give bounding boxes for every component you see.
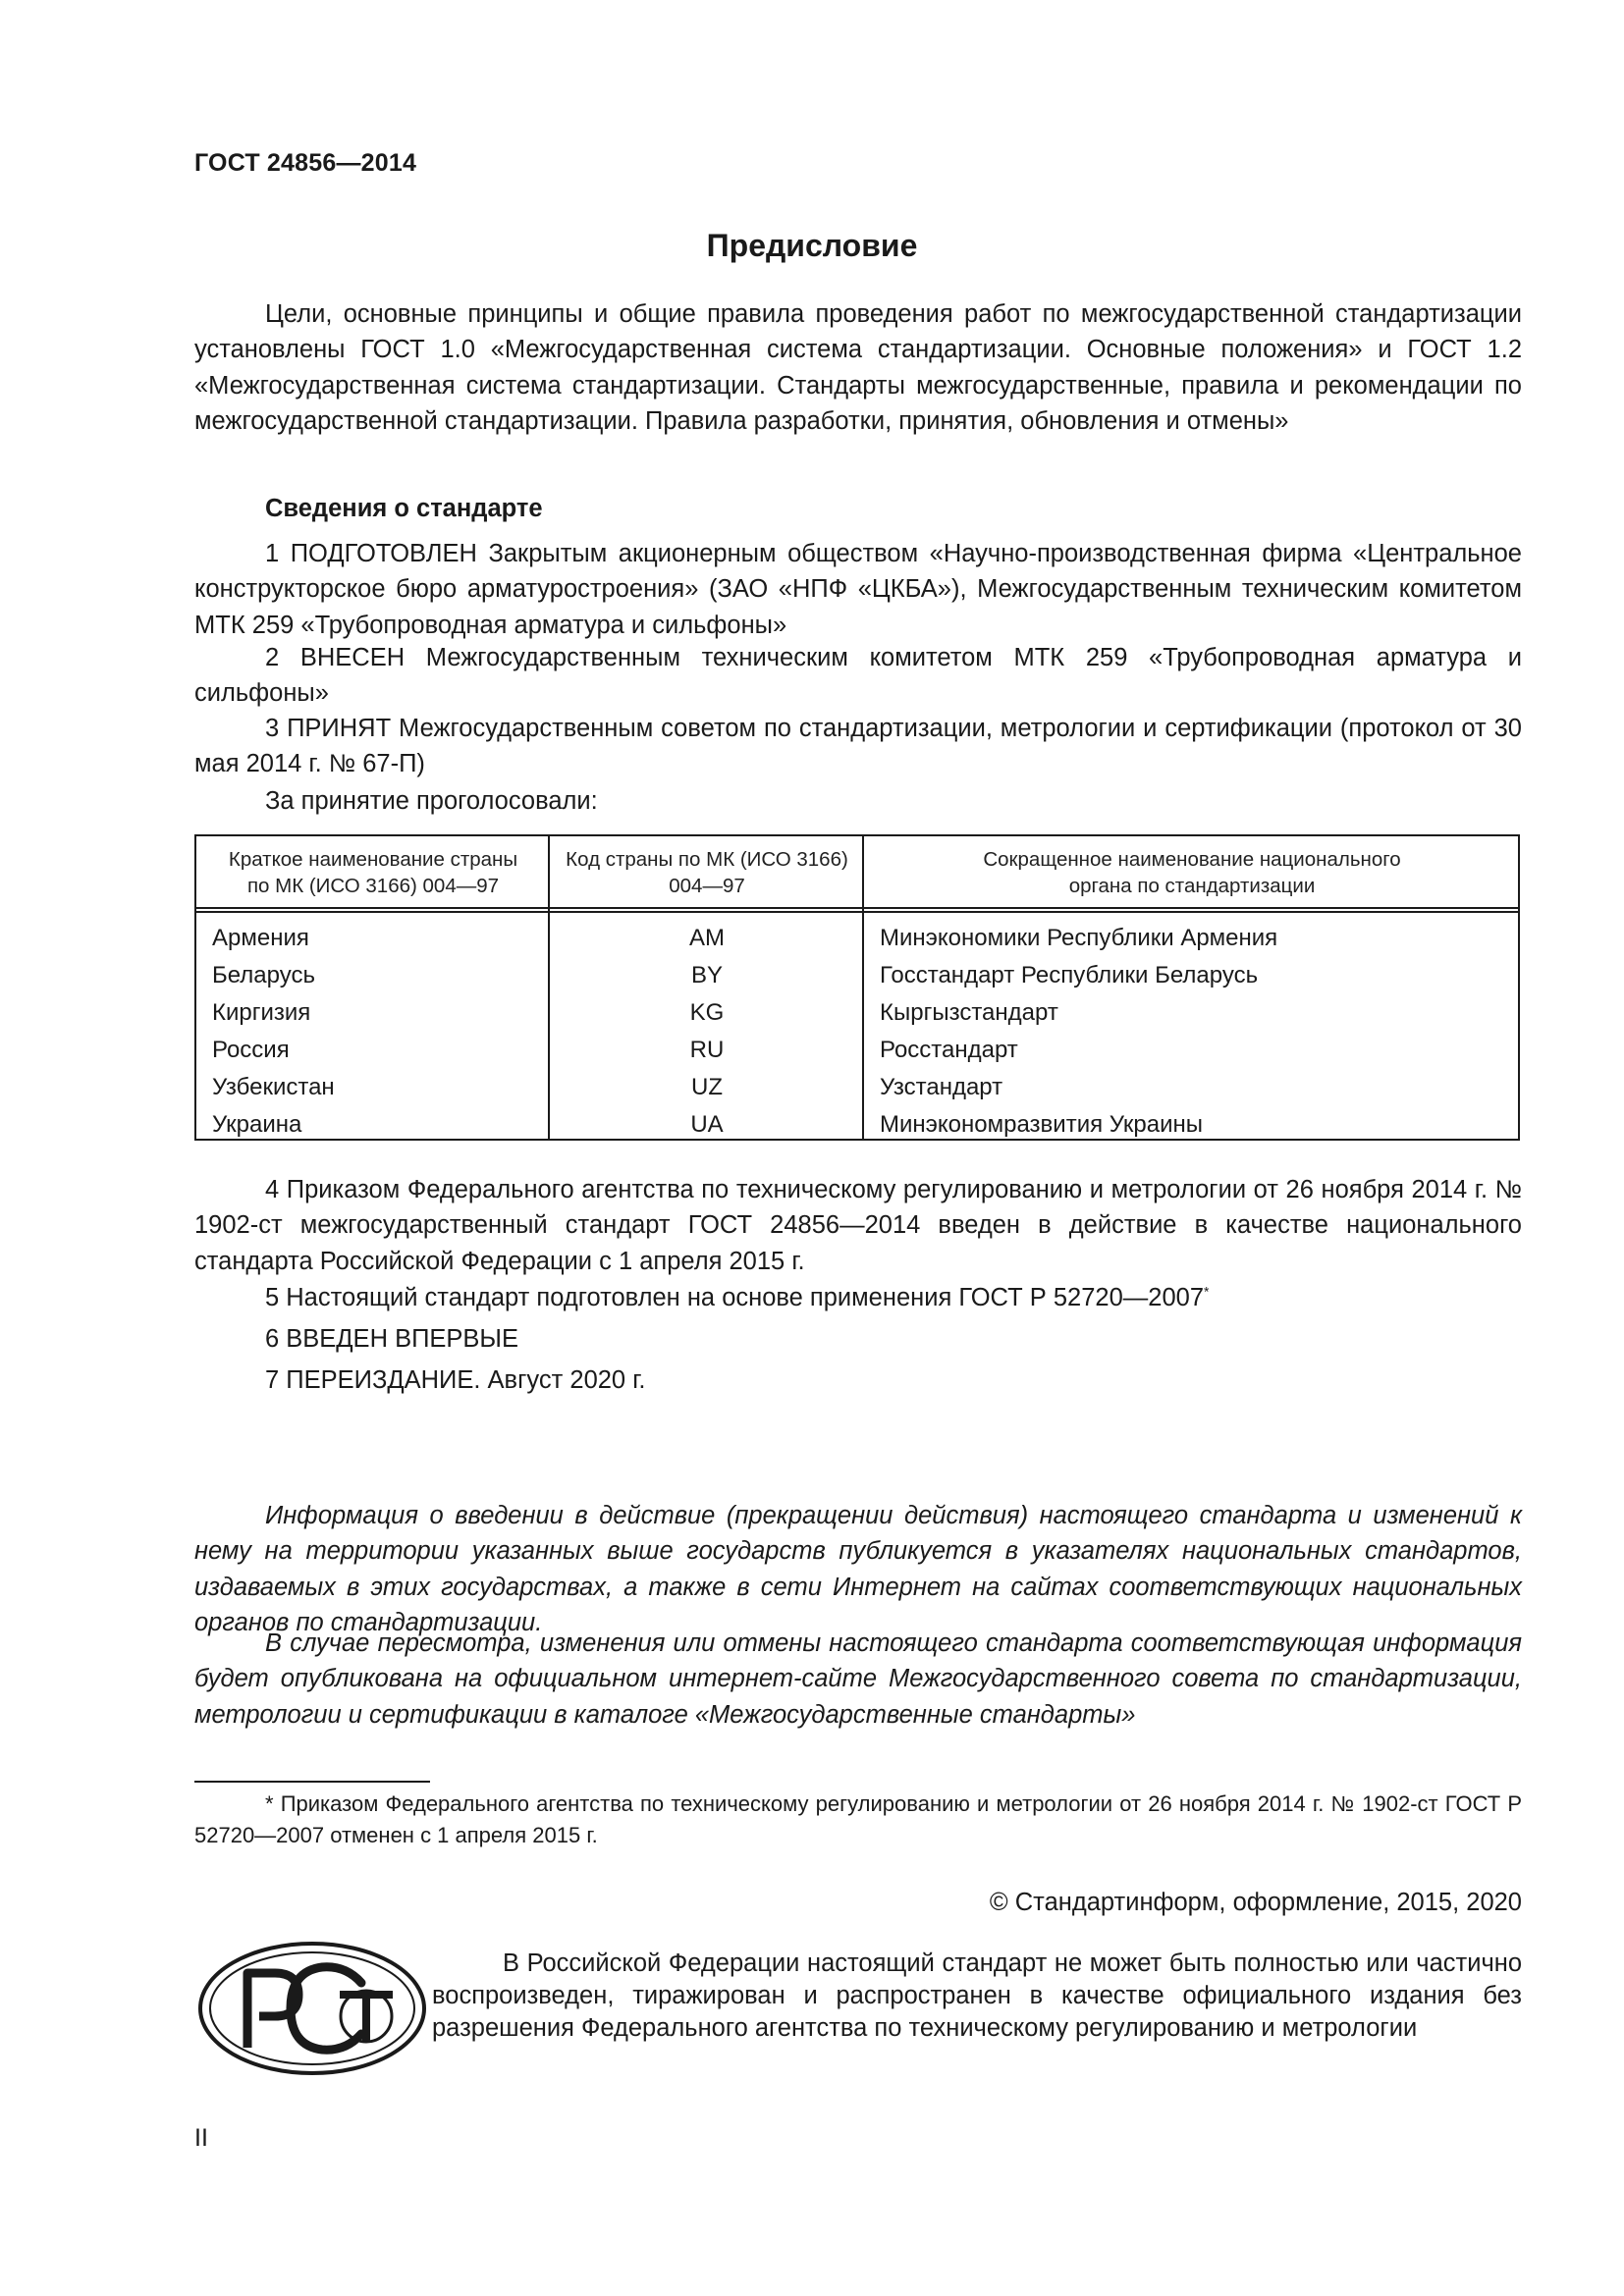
table-row <box>196 957 1518 994</box>
table-row <box>196 1069 1518 1106</box>
intro-paragraph: Цели, основные принципы и общие правила проведения работ по межгосударственной стандартизации установлены ГОСТ 1.0 «Межгосударственная система стандартизации. Основные положения» и ГОСТ 1.2 «Межгосударственная система стандартизации. Стандарты межгосударственные, правила и рекомендации по межгосударственной стандартизации. Правила разработки, принятия, обновления и отмены» <box>194 300 1522 436</box>
footnote-marker: * <box>1204 1283 1210 1300</box>
table-cell-code: UA <box>690 1111 724 1138</box>
voting-countries-table <box>194 834 1520 1141</box>
table-cell-body: Минэкономики Республики Армения <box>880 925 1278 951</box>
standard-info-heading: Сведения о стандарте <box>265 495 543 522</box>
table-header-body: Сокращенное наименование национального органа по стандартизации <box>983 848 1401 897</box>
table-cell-code: BY <box>690 962 723 988</box>
info-paragraph-2: В случае пересмотра, изменения или отмены настоящего стандарта соответствующая информация будет опубликована на официальном интернет-сайте Межгосударственного совета по стандартизации, метрологии и сертификации в каталоге «Межгосударственные стандарты» <box>194 1629 1522 1729</box>
table-cell-code: RU <box>689 1037 725 1063</box>
table-cell-body: Росстандарт <box>880 1037 1018 1063</box>
copyright: © Стандартинформ, оформление, 2015, 2020 <box>989 1889 1522 1916</box>
page-number: II <box>194 2124 208 2152</box>
document-code: ГОСТ 24856—2014 <box>194 149 417 177</box>
table-cell-body: Госстандарт Республики Беларусь <box>880 962 1259 988</box>
standard-info-item-4: 4 Приказом Федерального агентства по техническому регулированию и метрологии от 26 ноября 2014 г. № 1902-ст межгосударственный стандарт ГОСТ 24856—2014 введен в действие в качестве национального стандарта Российской Федерации с 1 апреля 2015 г. <box>194 1176 1522 1275</box>
standard-info-item-6: 6 ВВЕДЕН ВПЕРВЫЕ <box>265 1325 519 1353</box>
table-cell-country: Украина <box>212 1111 302 1138</box>
table-cell-country: Узбекистан <box>212 1074 335 1100</box>
standard-info-item-5: 5 Настоящий стандарт подготовлен на основе применения ГОСТ Р 52720—2007* <box>265 1283 1210 1311</box>
table-header-country: Краткое наименование страны по МК (ИСО 3166) 004—97 <box>228 848 518 897</box>
standard-info-item-7: 7 ПЕРЕИЗДАНИЕ. Август 2020 г. <box>265 1366 646 1394</box>
page-title: Предисловие <box>706 228 918 263</box>
table-cell-body: Узстандарт <box>880 1074 1003 1100</box>
table-header-row <box>196 836 1518 909</box>
table-row <box>196 994 1518 1032</box>
table-cell-code: AM <box>689 925 725 951</box>
standard-info-item-3: 3 ПРИНЯТ Межгосударственным советом по стандартизации, метрологии и сертификации (протокол от 30 мая 2014 г. № 67-П) <box>194 715 1522 778</box>
standard-info-item-2: 2 ВНЕСЕН Межгосударственным техническим комитетом МТК 259 «Трубопроводная арматура и сильфоны» <box>194 644 1522 708</box>
info-paragraph-1: Информация о введении в действие (прекращении действия) настоящего стандарта и изменений к нему на территории указанных выше государств публикуется в указателях национальных стандартов, издаваемых в этих государствах, а также в сети Интернет на сайтах соответствующих национальных органов по стандартизации. <box>194 1502 1522 1637</box>
table-header-code: Код страны по МК (ИСО 3166) 004—97 <box>566 848 848 897</box>
table-cell-country: Беларусь <box>212 962 315 988</box>
table-cell-country: Киргизия <box>212 999 311 1026</box>
footnote: * Приказом Федерального агентства по техническому регулированию и метрологии от 26 ноября 2014 г. № 1902-ст ГОСТ Р 52720—2007 отменен с 1 апреля 2015 г. <box>194 1791 1522 1847</box>
voted-label: За принятие проголосовали: <box>265 787 598 815</box>
table-row <box>196 920 1518 957</box>
table-cell-code: UZ <box>691 1074 723 1100</box>
table-cell-code: KG <box>689 999 725 1026</box>
copyright-notice: В Российской Федерации настоящий стандарт не может быть полностью или частично воспроизведен, тиражирован и распространен в качестве официального издания без разрешения Федерального агентства по техническому регулированию и метрологии <box>432 1949 1522 2042</box>
table-cell-body: Кыргызстандарт <box>880 999 1058 1026</box>
rst-certification-mark-icon <box>196 1940 428 2077</box>
table-cell-country: Россия <box>212 1037 290 1063</box>
footnote-divider <box>194 1781 430 1783</box>
standard-info-item-1: 1 ПОДГОТОВЛЕН Закрытым акционерным обществом «Научно-производственная фирма «Центральное конструкторское бюро арматуростроения» (ЗАО «НПФ «ЦКБА»), Межгосударственным техническим комитетом МТК 259 «Трубопроводная арматура и сильфоны» <box>194 540 1522 639</box>
table-cell-body: Минэкономразвития Украины <box>880 1111 1204 1138</box>
table-row <box>196 1032 1518 1069</box>
table-body <box>196 920 1518 1144</box>
table-cell-country: Армения <box>212 925 309 951</box>
table-row <box>196 1106 1518 1144</box>
